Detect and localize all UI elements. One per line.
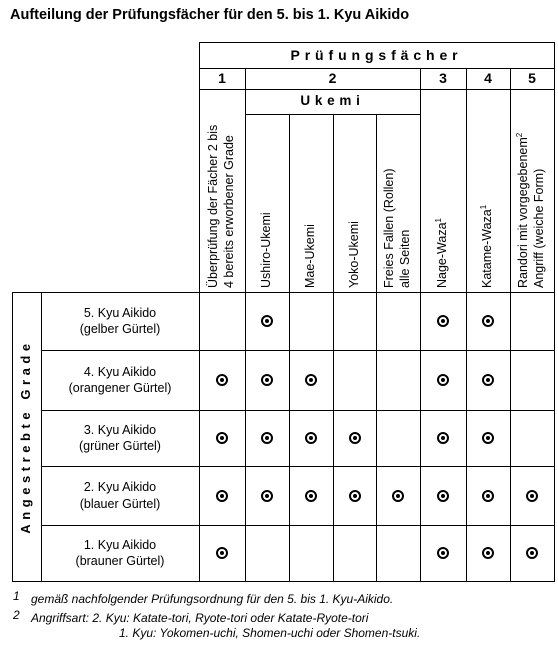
check-mark-icon	[261, 490, 273, 502]
grid-line	[41, 410, 555, 411]
grid-line	[12, 292, 13, 582]
column-header-1	[199, 93, 245, 288]
column-header-4	[333, 118, 376, 288]
footnote-number: 1	[13, 589, 20, 603]
check-mark-icon	[216, 490, 228, 502]
check-mark-icon	[437, 432, 449, 444]
check-mark-icon	[437, 315, 449, 327]
footnote-number: 2	[13, 608, 20, 622]
check-mark-icon	[526, 547, 538, 559]
column-header-7	[466, 93, 510, 288]
grid-line	[289, 114, 290, 582]
check-mark-icon	[437, 490, 449, 502]
grid-line	[376, 114, 377, 582]
fach-number-1: 1	[218, 70, 226, 87]
column-header-line1: Randori mit vorgegebenem$^2$	[515, 132, 531, 288]
subjects-group-header: Prüfungsfächer	[290, 46, 463, 63]
row-label	[41, 350, 199, 410]
check-mark-icon	[261, 374, 273, 386]
check-mark-icon	[349, 432, 361, 444]
grade-name: 3. Kyu Aikido	[83, 422, 157, 437]
grid-line	[199, 68, 555, 69]
grade-name: 4. Kyu Aikido	[83, 364, 157, 379]
column-header-2	[245, 118, 289, 288]
footnote-ref: 2	[515, 132, 525, 138]
grid-line	[554, 42, 555, 582]
grid-line	[199, 89, 555, 90]
grade-name: 5. Kyu Aikido	[83, 305, 157, 320]
column-header-line1: Yoko-Ukemi	[346, 221, 361, 288]
grade-name: 1. Kyu Aikido	[83, 537, 157, 552]
fach-number-4: 4	[484, 70, 492, 87]
check-mark-icon	[216, 432, 228, 444]
check-mark-icon	[482, 432, 494, 444]
side-label: Angestrebte Grade	[18, 339, 34, 534]
row-label	[41, 292, 199, 350]
belt-color: (blauer Gürtel)	[79, 496, 161, 511]
column-header-line1: Nage-Waza$^1$	[434, 218, 450, 288]
check-mark-icon	[305, 490, 317, 502]
column-header-3	[289, 118, 333, 288]
check-mark-icon	[349, 490, 361, 502]
fach-number-2: 2	[328, 70, 337, 87]
row-label	[41, 410, 199, 466]
grid-line	[420, 68, 421, 582]
grid-line	[199, 42, 555, 43]
column-header-line1: Ushiro-Ukemi	[259, 212, 274, 288]
fach-number-3: 3	[439, 70, 447, 87]
check-mark-icon	[482, 374, 494, 386]
row-label	[41, 466, 199, 525]
column-header-line1: Mae-Ukemi	[303, 224, 318, 288]
ukemi-header: Ukemi	[300, 93, 365, 109]
check-mark-icon	[437, 547, 449, 559]
footnote-text: gemäß nachfolgender Prüfungsordnung für den 5. bis 1. Kyu-Aikido.	[31, 592, 394, 606]
belt-color: (brauner Gürtel)	[75, 554, 165, 568]
check-mark-icon	[482, 547, 494, 559]
grid-line	[510, 68, 511, 582]
footnote-text: Angriffsart: 2. Kyu: Katate-tori, Ryote-tori oder Katate-Ryote-tori	[31, 611, 369, 625]
grid-line	[41, 292, 42, 582]
column-header-8	[510, 93, 554, 288]
grid-line	[12, 581, 555, 582]
column-header-line2: 4 bereits erworbener Grade	[222, 135, 236, 288]
grid-line	[245, 68, 246, 582]
grid-line	[466, 68, 467, 582]
grid-line	[199, 42, 200, 582]
check-mark-icon	[261, 432, 273, 444]
footnote-ref: 1	[434, 218, 444, 223]
grid-line	[41, 525, 555, 526]
column-header-5	[376, 118, 420, 288]
grid-line	[333, 114, 334, 582]
page-title: Aufteilung der Prüfungsfächer für den 5. bis 1. Kyu Aikido	[10, 7, 410, 23]
belt-color: (orangener Gürtel)	[68, 381, 172, 395]
footnote-text: 1. Kyu: Yokomen-uchi, Shomen-uchi oder Shomen-tsuki.	[119, 626, 421, 640]
column-header-line1: Freies Fallen (Rollen)	[382, 168, 397, 288]
footnote-ref: 1	[479, 204, 489, 210]
check-mark-icon	[392, 490, 404, 502]
row-label	[41, 525, 199, 581]
check-mark-icon	[305, 374, 317, 386]
grid-line	[41, 466, 555, 467]
column-header-line1: Katame-Waza$^1$	[479, 204, 495, 288]
column-header-line2: Angriff (weiche Form)	[532, 168, 546, 288]
check-mark-icon	[482, 490, 494, 502]
grid-line	[12, 292, 555, 293]
check-mark-icon	[437, 374, 449, 386]
column-header-6	[420, 93, 466, 288]
check-mark-icon	[482, 315, 494, 327]
check-mark-icon	[216, 547, 228, 559]
check-mark-icon	[305, 432, 317, 444]
column-header-line1: Überprüfung der Fächer 2 bis	[206, 124, 221, 288]
grade-name: 2. Kyu Aikido	[83, 480, 157, 495]
check-mark-icon	[526, 490, 538, 502]
belt-color: (gelber Gürtel)	[79, 322, 161, 336]
belt-color: (grüner Gürtel)	[79, 439, 161, 453]
column-header-line2: alle Seiten	[398, 229, 412, 288]
fach-number-5: 5	[528, 70, 536, 87]
check-mark-icon	[216, 374, 228, 386]
grid-line	[41, 350, 555, 351]
check-mark-icon	[261, 315, 273, 327]
